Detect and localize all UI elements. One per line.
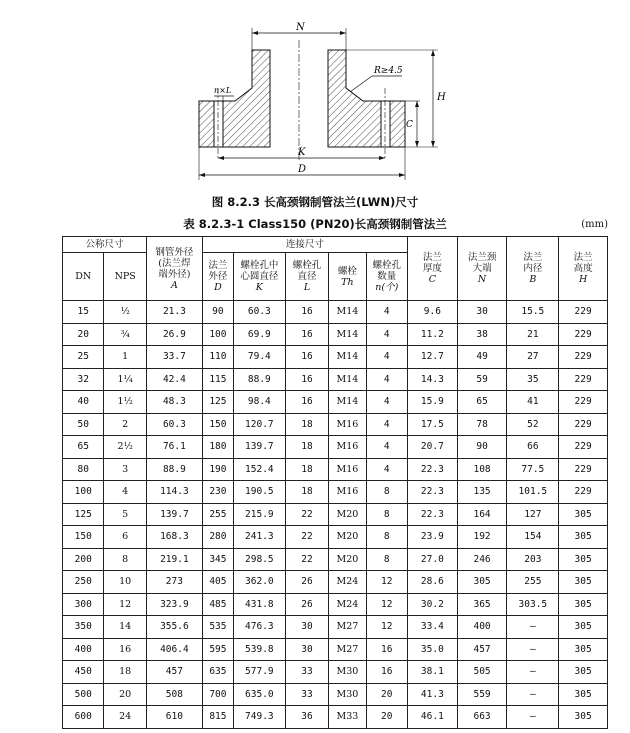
table-cell: 30 [457,301,507,324]
table-cell: 80 [63,458,104,481]
label-R: R≥4.5 [374,66,403,76]
table-cell: M16 [329,458,366,481]
table-cell: 12 [366,616,407,639]
table-cell: 26 [285,593,329,616]
table-cell: 323.9 [146,593,202,616]
label-D: D [298,164,307,175]
table-cell: 15.9 [408,391,458,414]
table-cell: 16 [366,638,407,661]
table-cell: 100 [202,323,233,346]
table-cell: 164 [457,503,507,526]
table-cell: 11.2 [408,323,458,346]
table-cell: 23.9 [408,526,458,549]
table-cell: 4 [366,368,407,391]
table-cell: 22.3 [408,481,458,504]
table-cell: 298.5 [233,548,285,571]
table-cell: 30.2 [408,593,458,616]
table-cell: 700 [202,683,233,706]
table-cell: 508 [146,683,202,706]
header-nominal: 公称尺寸 [63,237,147,253]
header-bolt: 螺栓 Th [329,253,366,301]
table-cell: 60.3 [233,301,285,324]
table-row [63,683,608,706]
table-cell: 46.1 [408,706,458,729]
table-cell: 305 [559,526,608,549]
table-cell: 246 [457,548,507,571]
table-cell: — [507,661,559,684]
table-cell: 49 [457,346,507,369]
table-cell: 229 [559,301,608,324]
table-cell: 485 [202,593,233,616]
table-cell: 120.7 [233,413,285,436]
table-cell: M14 [329,323,366,346]
table-cell: 41.3 [408,683,458,706]
table-cell: 2 [104,413,146,436]
table-cell: — [507,706,559,729]
table-cell: 18 [285,436,329,459]
table-cell: 362.0 [233,571,285,594]
table-cell: ½ [104,301,146,324]
table-cell: 219.1 [146,548,202,571]
table-row [63,706,608,729]
table-cell: — [507,683,559,706]
table-cell: M33 [329,706,366,729]
table-cell: 18 [104,661,146,684]
table-cell: 20 [104,683,146,706]
figure-caption: 图 8.2.3 长高颈钢制管法兰(LWN)尺寸 [211,195,419,209]
table-cell: 280 [202,526,233,549]
table-row [63,638,608,661]
label-C: C [406,120,413,130]
table-cell: M20 [329,526,366,549]
table-cell: 50 [63,413,104,436]
table-cell: 12.7 [408,346,458,369]
table-cell: 815 [202,706,233,729]
table-cell: 577.9 [233,661,285,684]
table-cell: 76.1 [146,436,202,459]
table-cell: M16 [329,413,366,436]
header-bolt-hole: 螺栓孔 直径 L [285,253,329,301]
table-cell: 152.4 [233,458,285,481]
unit-label: (mm) [581,219,608,230]
table-cell: 66 [507,436,559,459]
table-cell: 241.3 [233,526,285,549]
table-cell: 16 [285,368,329,391]
flange-dimension-table [62,236,608,729]
table-cell: 65 [63,436,104,459]
table-cell: 35.0 [408,638,458,661]
table-cell: 77.5 [507,458,559,481]
table-cell: 21 [507,323,559,346]
header-height: 法兰 高度 H [559,237,608,301]
table-cell: 98.4 [233,391,285,414]
table-cell: 4 [366,323,407,346]
table-row [63,413,608,436]
table-cell: 250 [63,571,104,594]
header-pipe-od: 钢管外径 (法兰焊 端外径) A [146,237,202,301]
table-cell: 229 [559,346,608,369]
table-cell: 108 [457,458,507,481]
table-cell: 16 [285,346,329,369]
table-cell: 749.3 [233,706,285,729]
table-cell: 305 [559,503,608,526]
table-cell: 559 [457,683,507,706]
table-cell: 230 [202,481,233,504]
table-cell: 300 [63,593,104,616]
table-cell: 27 [507,346,559,369]
table-cell: 32 [63,368,104,391]
table-cell: 22 [285,503,329,526]
table-cell: 12 [366,593,407,616]
table-cell: 22 [285,548,329,571]
table-cell: 180 [202,436,233,459]
table-cell: 154 [507,526,559,549]
table-cell: 48.3 [146,391,202,414]
table-cell: 229 [559,391,608,414]
table-cell: 41 [507,391,559,414]
table-row [63,593,608,616]
table-cell: 229 [559,458,608,481]
table-cell: 40 [63,391,104,414]
table-cell: 27.0 [408,548,458,571]
table-cell: 6 [104,526,146,549]
table-cell: M30 [329,661,366,684]
table-cell: 42.4 [146,368,202,391]
table-cell: 25 [63,346,104,369]
table-cell: 355.6 [146,616,202,639]
table-row [63,368,608,391]
table-cell: 17.5 [408,413,458,436]
table-cell: 305 [559,638,608,661]
table-cell: 33.7 [146,346,202,369]
table-cell: 60.3 [146,413,202,436]
table-cell: 20 [366,706,407,729]
table-row [63,526,608,549]
table-cell: 303.5 [507,593,559,616]
table-cell: 229 [559,368,608,391]
table-cell: 8 [366,548,407,571]
table-cell: 139.7 [146,503,202,526]
table-cell: 36 [285,706,329,729]
table-row [63,571,608,594]
table-cell: 203 [507,548,559,571]
table-cell: 35 [507,368,559,391]
table-cell: 20 [63,323,104,346]
table-cell: 365 [457,593,507,616]
table-cell: 16 [104,638,146,661]
table-cell: 305 [559,661,608,684]
table-cell: 305 [559,683,608,706]
table-cell: 20 [366,683,407,706]
table-cell: 22.3 [408,458,458,481]
table-cell: 4 [104,481,146,504]
table-cell: M24 [329,571,366,594]
table-cell: 16 [285,323,329,346]
table-cell: M30 [329,683,366,706]
table-cell: 635 [202,661,233,684]
table-cell: 4 [366,413,407,436]
table-cell: ¾ [104,323,146,346]
table-cell: 33 [285,661,329,684]
table-row [63,346,608,369]
table-row [63,436,608,459]
table-cell: M14 [329,368,366,391]
table-cell: 16 [285,391,329,414]
table-row [63,301,608,324]
table-cell: 150 [202,413,233,436]
table-cell: M14 [329,391,366,414]
table-row [63,323,608,346]
table-cell: 150 [63,526,104,549]
table-cell: 78 [457,413,507,436]
table-cell: 539.8 [233,638,285,661]
table-cell: 65 [457,391,507,414]
table-cell: M16 [329,436,366,459]
table-cell: 476.3 [233,616,285,639]
table-cell: 431.8 [233,593,285,616]
bolt-hole-right [381,101,390,147]
table-cell: 3 [104,458,146,481]
table-cell: M27 [329,638,366,661]
table-cell: 635.0 [233,683,285,706]
table-cell: 4 [366,458,407,481]
table-row [63,503,608,526]
table-cell: 18 [285,481,329,504]
table-cell: 15.5 [507,301,559,324]
table-row [63,391,608,414]
table-cell: 1¼ [104,368,146,391]
table-cell: 135 [457,481,507,504]
table-cell: 22 [285,526,329,549]
table-cell: 229 [559,413,608,436]
header-bore: 法兰 内径 B [507,237,559,301]
table-cell: 450 [63,661,104,684]
table-cell: 1½ [104,391,146,414]
table-cell: 127 [507,503,559,526]
table-cell: 14.3 [408,368,458,391]
table-cell: 4 [366,346,407,369]
table-cell: 69.9 [233,323,285,346]
table-cell: 8 [366,481,407,504]
table-cell: M20 [329,503,366,526]
table-cell: 457 [146,661,202,684]
table-cell: 535 [202,616,233,639]
table-cell: 38.1 [408,661,458,684]
header-bolt-count: 螺栓孔 数量 n(个) [366,253,407,301]
table-cell: 9.6 [408,301,458,324]
table-cell: — [507,638,559,661]
table-caption: 表 8.2.3-1 Class150 (PN20)长高颈钢制管法兰 [183,217,447,231]
table-cell: 18 [285,458,329,481]
table-cell: 345 [202,548,233,571]
table-cell: 305 [559,593,608,616]
table-cell: 595 [202,638,233,661]
table-cell: 273 [146,571,202,594]
table-cell: 2½ [104,436,146,459]
table-cell: 305 [559,616,608,639]
table-cell: 16 [366,661,407,684]
table-cell: 229 [559,323,608,346]
table-cell: 15 [63,301,104,324]
table-cell: 168.3 [146,526,202,549]
table-cell: M27 [329,616,366,639]
header-thickness: 法兰 厚度 C [408,237,458,301]
table-cell: 38 [457,323,507,346]
table-cell: 215.9 [233,503,285,526]
table-cell: M24 [329,593,366,616]
table-cell: 305 [559,706,608,729]
table-cell: 663 [457,706,507,729]
table-cell: 24 [104,706,146,729]
table-cell: 405 [202,571,233,594]
table-cell: 33.4 [408,616,458,639]
table-cell: 12 [104,593,146,616]
table-cell: 305 [559,548,608,571]
table-cell: 350 [63,616,104,639]
table-cell: 255 [202,503,233,526]
table-cell: 600 [63,706,104,729]
table-cell: 610 [146,706,202,729]
header-neck: 法兰颈 大端 N [457,237,507,301]
table-cell: 26 [285,571,329,594]
table-cell: 52 [507,413,559,436]
table-cell: 192 [457,526,507,549]
table-cell: 88.9 [146,458,202,481]
table-cell: 101.5 [507,481,559,504]
table-row [63,616,608,639]
table-cell: 114.3 [146,481,202,504]
table-cell: 20.7 [408,436,458,459]
table-cell: M20 [329,548,366,571]
table-cell: 400 [457,616,507,639]
label-nL: n×L [214,86,232,95]
table-cell: 14 [104,616,146,639]
table-cell: 22.3 [408,503,458,526]
flange-drawing [0,0,630,192]
table-cell: 406.4 [146,638,202,661]
table-cell: 90 [457,436,507,459]
table-cell: 190 [202,458,233,481]
table-cell: 30 [285,616,329,639]
table-cell: 88.9 [233,368,285,391]
table-cell: 190.5 [233,481,285,504]
table-cell: 16 [285,301,329,324]
table-cell: M14 [329,346,366,369]
table-cell: 457 [457,638,507,661]
table-row [63,661,608,684]
table-cell: 1 [104,346,146,369]
bolt-hole-left [214,101,223,147]
table-cell: 110 [202,346,233,369]
table-cell: 4 [366,391,407,414]
header-bolt-circle: 螺栓孔中 心圆直径 K [233,253,285,301]
header-connection: 连接尺寸 [202,237,407,253]
table-cell: 229 [559,436,608,459]
table-cell: 90 [202,301,233,324]
table-cell: 28.6 [408,571,458,594]
table-row [63,548,608,571]
table-row [63,458,608,481]
label-N: N [296,22,305,33]
table-cell: 59 [457,368,507,391]
table-cell: 125 [202,391,233,414]
table-cell: 79.4 [233,346,285,369]
table-cell: 30 [285,638,329,661]
table-cell: 33 [285,683,329,706]
table-cell: M14 [329,301,366,324]
table-body [63,301,608,729]
table-cell: 229 [559,481,608,504]
table-cell: 10 [104,571,146,594]
table-cell: — [507,616,559,639]
table-cell: 305 [457,571,507,594]
table-cell: 8 [104,548,146,571]
table-cell: 4 [366,301,407,324]
header-nps: NPS [104,253,146,301]
table-cell: 21.3 [146,301,202,324]
table-cell: 26.9 [146,323,202,346]
table-cell: 100 [63,481,104,504]
table-cell: 8 [366,526,407,549]
label-K: K [298,147,306,158]
table-cell: 505 [457,661,507,684]
header-flange-od: 法兰 外径 D [202,253,233,301]
table-cell: 500 [63,683,104,706]
table-cell: 400 [63,638,104,661]
table-cell: 139.7 [233,436,285,459]
label-H: H [437,92,446,103]
table-cell: 5 [104,503,146,526]
table-cell: 4 [366,436,407,459]
table-cell: 8 [366,503,407,526]
table-cell: 18 [285,413,329,436]
table-cell: 305 [559,571,608,594]
flange-left-section [199,50,270,147]
table-cell: 115 [202,368,233,391]
table-cell: 200 [63,548,104,571]
header-dn: DN [63,253,104,301]
table-cell: 125 [63,503,104,526]
table-cell: 255 [507,571,559,594]
table-cell: 12 [366,571,407,594]
table-row [63,481,608,504]
table-cell: M16 [329,481,366,504]
flange-right-section [328,50,405,147]
